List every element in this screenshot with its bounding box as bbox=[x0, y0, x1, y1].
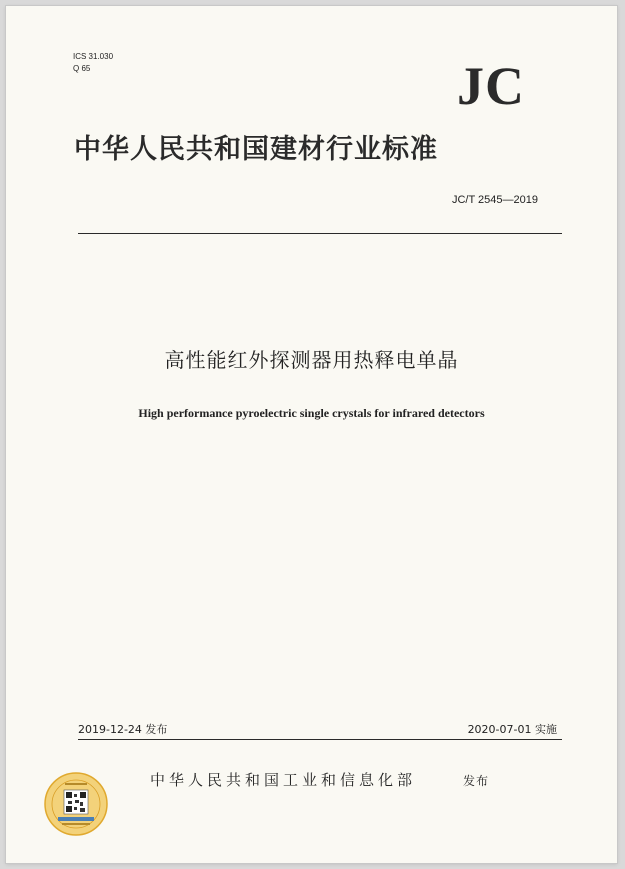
publisher-name: 中华人民共和国工业和信息化部 bbox=[150, 771, 417, 789]
publish-label: 发布 bbox=[463, 774, 490, 788]
top-divider bbox=[78, 233, 562, 234]
implementation-date: 2020-07-01 实施 bbox=[467, 723, 557, 736]
bottom-divider bbox=[78, 739, 562, 740]
chinese-title: 高性能红外探测器用热释电单晶 bbox=[164, 348, 459, 372]
jc-standard-mark: JC bbox=[457, 56, 525, 116]
ics-code: ICS 31.030 bbox=[73, 52, 114, 61]
sector-standard-title: 中华人民共和国建材行业标准 bbox=[74, 134, 438, 165]
classification-block bbox=[73, 51, 113, 75]
standard-number: JC/T 2545—2019 bbox=[451, 194, 538, 206]
english-title: High performance pyroelectric single crystals for infrared detectors bbox=[138, 406, 485, 420]
issue-date: 2019-12-24 发布 bbox=[78, 723, 168, 736]
standard-cover-page bbox=[6, 6, 617, 863]
anti-counterfeit-seal-icon bbox=[44, 772, 108, 836]
ccs-code: Q 65 bbox=[73, 64, 91, 73]
